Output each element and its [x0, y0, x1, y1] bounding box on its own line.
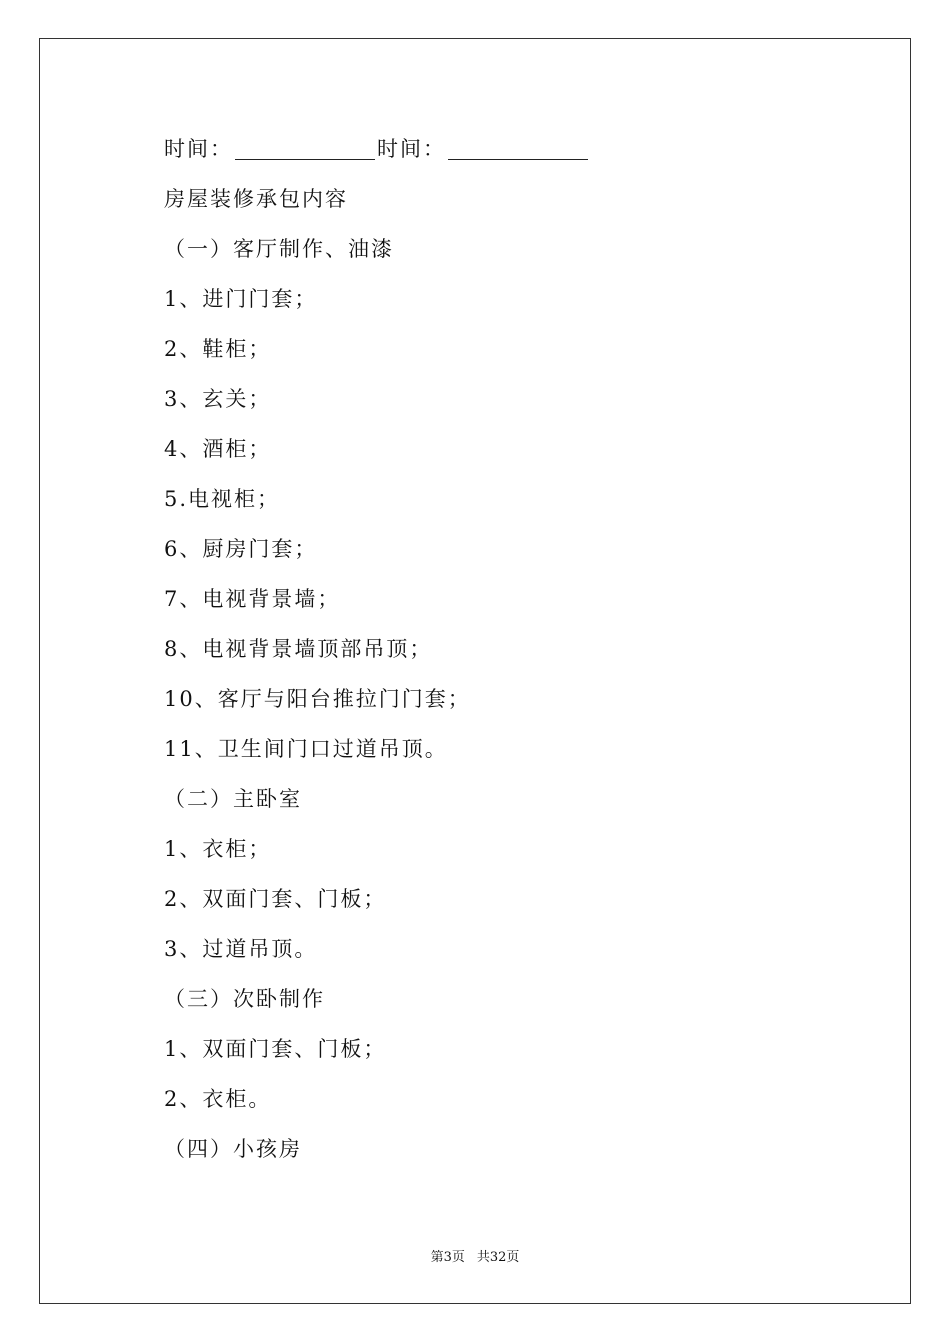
list-item: 5.电视柜；	[164, 487, 281, 511]
time-blank-1	[235, 135, 375, 160]
list-item: 11、卫生间门口过道吊顶。	[164, 737, 448, 761]
section-title: 房屋装修承包内容	[164, 187, 348, 211]
subsection-heading-2: （二）主卧室	[164, 787, 302, 811]
subsection-heading-1: （一）客厅制作、油漆	[164, 237, 394, 261]
signature-row	[164, 124, 864, 174]
subsection-heading-4: （四）小孩房	[164, 1137, 302, 1161]
list-item: 4、酒柜；	[164, 437, 272, 461]
list-item: 1、进门门套；	[164, 287, 318, 311]
list-item: 10、客厅与阳台推拉门门套；	[164, 687, 471, 711]
subsection-heading-3: （三）次卧制作	[164, 987, 325, 1011]
list-item: 2、衣柜。	[164, 1087, 272, 1111]
page-footer	[0, 1246, 950, 1265]
list-item: 1、衣柜；	[164, 837, 272, 861]
total-pages: 共32页	[476, 1250, 520, 1265]
list-item: 1、双面门套、门板；	[164, 1037, 387, 1061]
list-item: 8、电视背景墙顶部吊顶；	[164, 637, 433, 661]
time-label-2: 时间：	[377, 137, 446, 161]
list-item: 3、过道吊顶。	[164, 937, 318, 961]
page-number: 第3页	[430, 1250, 465, 1265]
list-item: 2、双面门套、门板；	[164, 887, 387, 911]
document-body	[164, 124, 864, 1174]
list-item: 3、玄关；	[164, 387, 272, 411]
list-item: 6、厨房门套；	[164, 537, 318, 561]
list-item: 2、鞋柜；	[164, 337, 272, 361]
time-label-1: 时间：	[164, 137, 233, 161]
list-item: 7、电视背景墙；	[164, 587, 341, 611]
time-blank-2	[448, 135, 588, 160]
